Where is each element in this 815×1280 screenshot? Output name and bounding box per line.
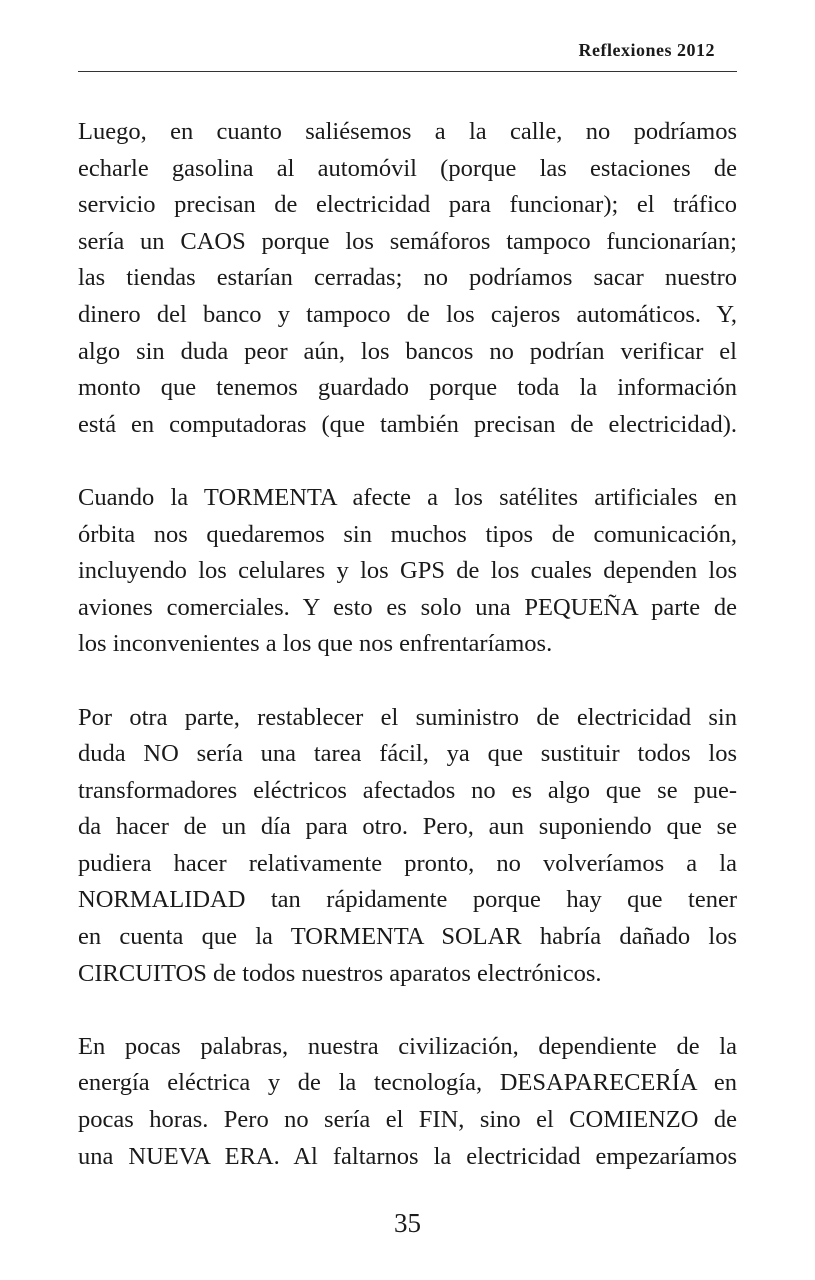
text-line: algo sin duda peor aún, los bancos no podrían verificar el (78, 337, 737, 365)
text-line: aviones comerciales. Y esto es solo una PEQUEÑA parte de (78, 593, 737, 621)
paragraph (78, 114, 737, 443)
text-line: incluyendo los celulares y los GPS de los cuales dependen los (78, 557, 737, 585)
text-line: está en computadoras (que también precisan de electricidad). (78, 410, 737, 438)
text-line: CIRCUITOS de todos nuestros aparatos electrónicos. (78, 959, 602, 987)
text-line: energía eléctrica y de la tecnología, DESAPARECERÍA en (78, 1069, 737, 1097)
text-line: NORMALIDAD tan rápidamente porque hay que tener (78, 886, 737, 914)
text-line: los inconvenientes a los que nos enfrentaríamos. (78, 630, 553, 658)
body-text (78, 114, 737, 1212)
text-line: En pocas palabras, nuestra civilización, dependiente de la (78, 1032, 737, 1060)
text-line: Por otra parte, restablecer el suministro de electricidad sin (78, 703, 737, 731)
text-line: duda NO sería una tarea fácil, ya que sustituir todos los (78, 740, 737, 768)
header-rule (78, 71, 737, 72)
text-line: Luego, en cuanto saliésemos a la calle, no podríamos (78, 118, 737, 145)
text-line: echarle gasolina al automóvil (porque las estaciones de (78, 154, 737, 182)
text-line: pocas horas. Pero no sería el FIN, sino el COMIENZO de (78, 1106, 737, 1134)
paragraph (78, 1029, 737, 1175)
text-line: monto que tenemos guardado porque toda la información (78, 374, 737, 402)
text-line: las tiendas estarían cerradas; no podríamos sacar nuestro (78, 264, 737, 292)
text-line: sería un CAOS porque los semáforos tampoco funcionarían; (78, 227, 737, 255)
paragraph (78, 700, 737, 993)
paragraph (78, 480, 737, 663)
text-line: pudiera hacer relativamente pronto, no volveríamos a la (78, 849, 737, 877)
text-line: en cuenta que la TORMENTA SOLAR habría dañado los (78, 923, 737, 951)
page-number: 35 (394, 1208, 421, 1238)
text-line: dinero del banco y tampoco de los cajeros automáticos. Y, (78, 300, 737, 328)
text-line: órbita nos quedaremos sin muchos tipos de comunicación, (78, 520, 737, 548)
text-line: da hacer de un día para otro. Pero, aun suponiendo que se (78, 813, 737, 841)
text-line: transformadores eléctricos afectados no es algo que se pue- (78, 776, 737, 804)
running-header-title: Reflexiones 2012 (578, 40, 715, 60)
text-line: Cuando la TORMENTA afecte a los satélites artificiales en (78, 483, 737, 511)
text-line: una NUEVA ERA. Al faltarnos la electricidad empezaríamos (78, 1142, 737, 1170)
text-line: servicio precisan de electricidad para funcionar); el tráfico (78, 191, 737, 219)
